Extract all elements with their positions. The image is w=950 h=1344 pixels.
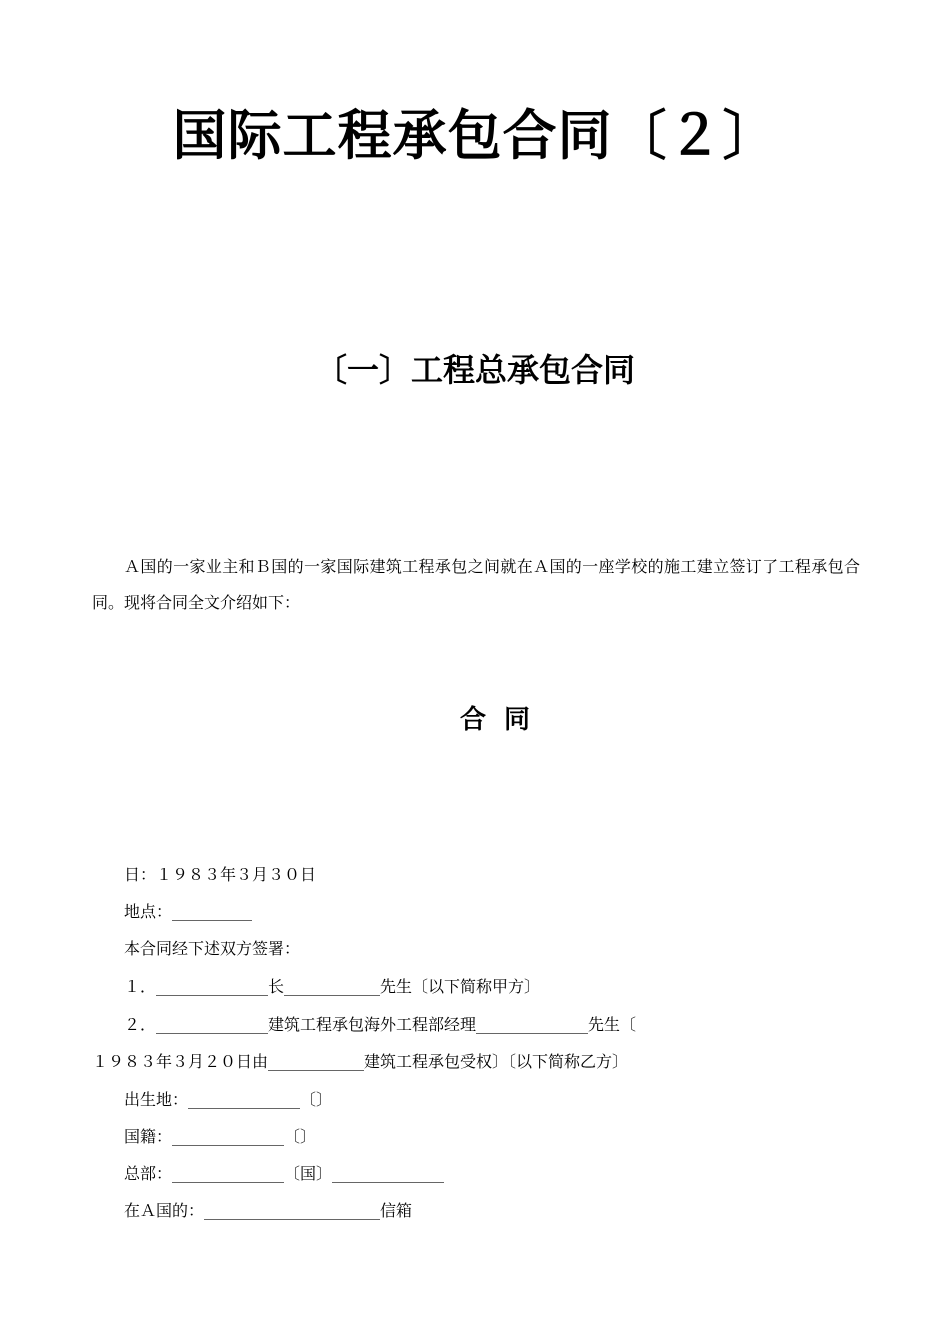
nationality-line: 国籍：______________〔〕	[124, 1127, 317, 1146]
mailbox-line: 在Ａ国的：______________________信箱	[124, 1201, 413, 1220]
intro-paragraph: Ａ国的一家业主和Ｂ国的一家国际建筑工程承包之间就在Ａ国的一座学校的施工建立签订了工程承包合同。现将合同全文介绍如下：	[92, 557, 860, 612]
section-title: 〔一〕工程总承包合同	[314, 351, 635, 389]
contract-heading: 合同	[459, 705, 548, 735]
signatories-intro-line: 本合同经下述双方签署：	[124, 939, 301, 958]
document-main-title: 国际工程承包合同〔２〕	[172, 104, 778, 167]
party-b-line: ２．______________建筑工程承包海外工程部经理______________先生〔	[124, 1015, 637, 1034]
headquarters-line: 总部：______________〔国〕______________	[124, 1164, 445, 1183]
contract-date-line: 日：１９８３年３月３０日	[124, 865, 317, 884]
party-b-authorization-line: １９８３年３月２０日由____________建筑工程承包受权〕〔以下简称乙方〕	[92, 1052, 629, 1071]
contract-place-line: 地点：__________	[124, 902, 253, 921]
party-a-line: １．______________长____________先生〔以下简称甲方〕	[124, 977, 541, 996]
birthplace-line: 出生地：______________〔〕	[124, 1090, 333, 1109]
